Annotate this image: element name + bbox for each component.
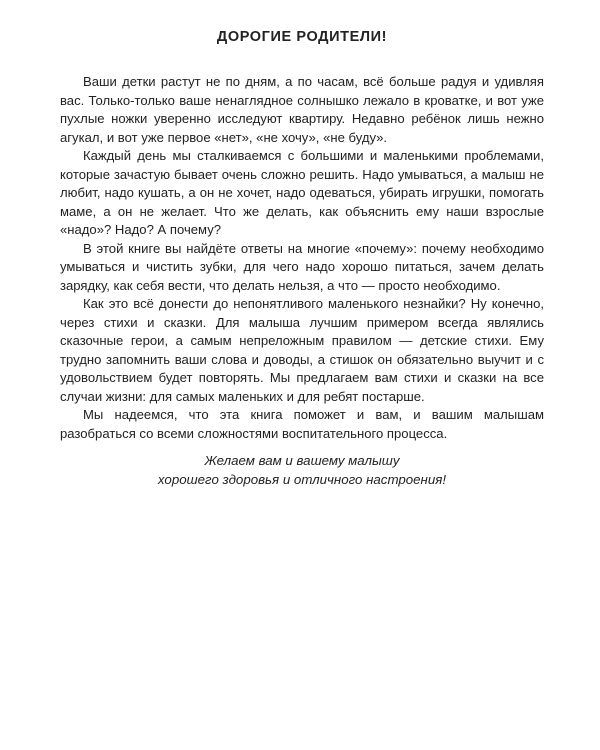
paragraph-answers: В этой книге вы найдёте ответы на многие «почему»: почему необходимо умываться и чистить зубки, для чего надо хорошо питаться, зачем делать зарядку, как себя вести, что делать нельзя, а что — просто необходимо.: [60, 240, 544, 293]
paragraph-poems-and-tales: Как это всё донести до непонятливого маленького незнайки? Ну конечно, через стихи и сказки. Для малыша лучшим примером всегда являлись сказочные герои, а самым непреложным правилом — детские стихи. Ему трудно запомнить ваши слова и доводы, а стишок он обязательно выучит и с удовольствием будет повторять. Мы предлагаем вам стихи и сказки на все случаи жизни: для самых маленьких и для ребят постарше.: [60, 296, 544, 404]
paragraph-hope: Мы надеемся, что эта книга поможет и вам, и вашим малышам разобраться со всеми сложностями воспитательного процесса.: [60, 407, 544, 441]
closing-line-1: Желаем вам и вашему малышу: [204, 453, 400, 468]
closing-wish: [60, 452, 544, 489]
document-page: [60, 28, 544, 489]
document-body: [60, 73, 544, 443]
paragraph-intro: Ваши детки растут не по дням, а по часам, всё больше радуя и удивляя вас. Только-только ваше ненаглядное солнышко лежало в кроватке, и вот уже пухлые ножки уверенно исследуют квартиру. Недавно ребёнок лишь нежно агукал, и вот уже первое «нет», «не хочу», «не буду».: [60, 74, 544, 145]
paragraph-problems: Каждый день мы сталкиваемся с большими и маленькими проблемами, которые зачастую бывает очень сложно решить. Надо умываться, а малыш не любит, надо кушать, а он не хочет, надо одеваться, убирать игрушки, помогать маме, а он не желает. Что же делать, как объяснить ему наши взрослые «надо»? Надо? А почему?: [60, 148, 544, 237]
closing-line-2: хорошего здоровья и отличного настроения!: [157, 471, 447, 487]
page-title: ДОРОГИЕ РОДИТЕЛИ!: [216, 29, 388, 45]
